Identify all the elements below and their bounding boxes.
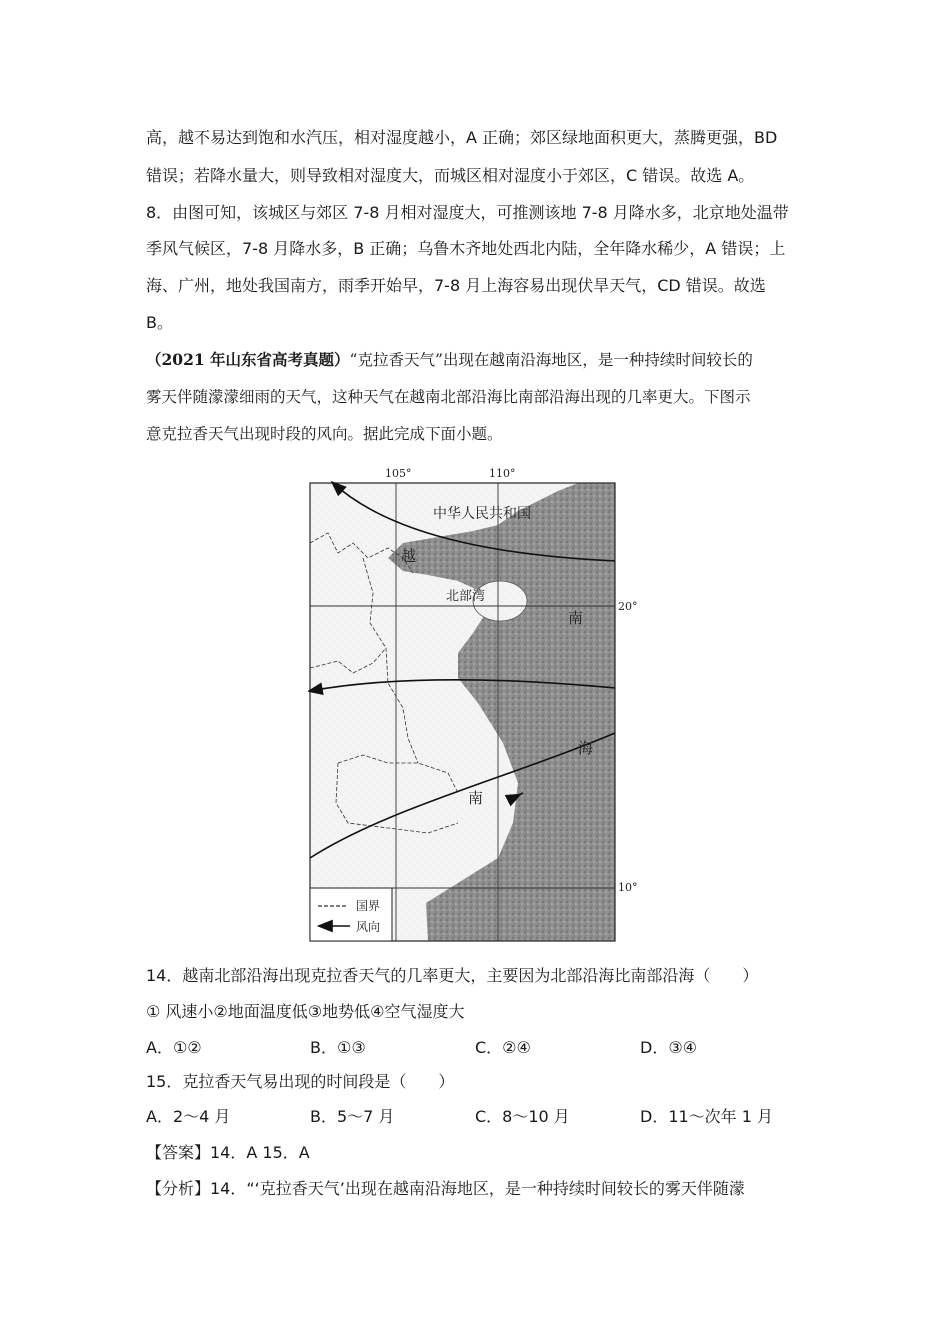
text-line: 海、广州，地处我国南方，雨季开始早，7-8 月上海容易出现伏旱天气，CD 错误。故选 xyxy=(146,276,766,295)
option-d: D．③④ xyxy=(640,1038,698,1057)
option-a: A．2～4 月 xyxy=(146,1107,231,1126)
legend-wind-label: 风向 xyxy=(356,920,381,934)
text-line: 8．由图可知，该城区与郊区 7-8 月相对湿度大，可推测该地 7-8 月降水多，北京地处温带 xyxy=(146,203,789,222)
option-a: A．①② xyxy=(146,1038,202,1057)
option-c: C．②④ xyxy=(475,1038,531,1057)
text-line: B。 xyxy=(146,313,173,332)
text-line: 季风气候区，7-8 月降水多，B 正确；乌鲁木齐地处西北内陆，全年降水稀少，A 错误；上 xyxy=(146,239,786,258)
option-c: C．8～10 月 xyxy=(475,1107,570,1126)
sea-label: 南 xyxy=(568,609,584,627)
legend-border-label: 国界 xyxy=(356,899,381,913)
intro-text: 意克拉香天气出现时段的风向。据此完成下面小题。 xyxy=(146,425,503,443)
option-b: B．5～7 月 xyxy=(310,1107,395,1126)
question-items: ① 风速小②地面温度低③地势低④空气湿度大 xyxy=(146,1002,465,1021)
text-line: 错误；若降水量大，则导致相对湿度大，而城区相对湿度小于郊区，C 错误。故选 A。 xyxy=(146,166,755,185)
question-stem: 14．越南北部沿海出现克拉香天气的几率更大，主要因为北部沿海比南部沿海（ ） xyxy=(146,966,759,985)
lat-label-20: 20° xyxy=(618,600,638,613)
source-tag: （2021 年山东省高考真题） xyxy=(146,350,350,369)
option-b: B．①③ xyxy=(310,1038,366,1057)
lon-label-105: 105° xyxy=(385,467,412,480)
intro-text: 雾天伴随濛濛细雨的天气，这种天气在越南北部沿海比南部沿海出现的几率更大。下图示 xyxy=(146,388,751,406)
wind-direction-map xyxy=(308,463,638,943)
text-line: 高，越不易达到饱和水汽压，相对湿度越小，A 正确；郊区绿地面积更大，蒸腾更强，BD xyxy=(146,128,778,147)
gulf-label: 北部湾 xyxy=(446,589,486,604)
lat-label-10: 10° xyxy=(618,881,638,894)
country-label: 中华人民共和国 xyxy=(433,506,531,522)
lon-label-110: 110° xyxy=(489,467,516,480)
intro-text: “克拉香天气”出现在越南沿海地区，是一种持续时间较长的 xyxy=(349,351,753,369)
analysis-line: 【分析】14．“‘克拉香天气’出现在越南沿海地区，是一种持续时间较长的雾天伴随濛 xyxy=(146,1179,745,1198)
question-stem: 15．克拉香天气易出现的时间段是（ ） xyxy=(146,1072,455,1091)
region-label: 越 xyxy=(401,547,417,565)
option-d: D．11～次年 1 月 xyxy=(640,1107,774,1126)
answer-line: 【答案】14．A 15．A xyxy=(146,1143,310,1162)
region-label: 南 xyxy=(468,789,484,807)
sea-label: 海 xyxy=(578,739,594,757)
